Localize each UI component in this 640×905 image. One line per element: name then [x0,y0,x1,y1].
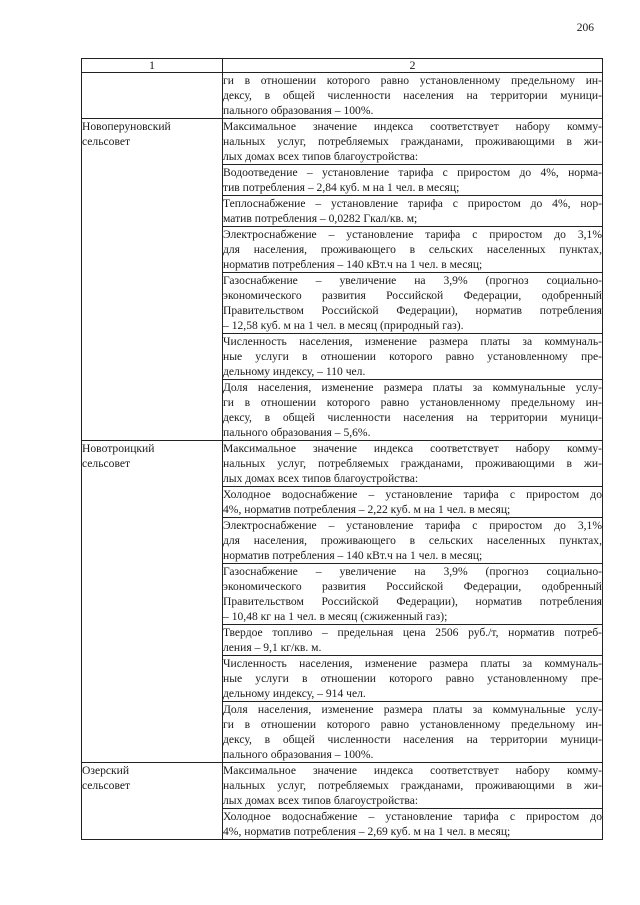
description-paragraph [223,486,602,517]
text-line: норматив потребления – 140 кВт.ч на 1 чел. в месяц; [223,258,483,271]
text-line: – 10,48 кг на 1 чел. в месяц (сжиженный газ); [223,610,448,623]
table-row [82,73,603,119]
text-line: Электроснабжение – установление тарифа с приростом до 3,1% [223,228,602,241]
text-line: Водоотведение – установление тарифа с приростом до 4%, норма- [223,166,602,179]
text-line: – 12,58 куб. м на 1 чел. в месяц (природный газ). [223,319,464,332]
text-line: Правительством Российской Федерации), норматив потребления [223,304,602,317]
text-line: нальных услуг, потребляемых гражданами, проживающими в жи- [223,779,602,792]
text-line: лых домах всех типов благоустройства: [223,150,419,163]
tariff-table [81,58,603,840]
page-number: 206 [576,22,594,34]
municipality-name-line: Новотроицкий [82,442,155,455]
description-paragraph [223,763,602,808]
municipality-name-cell [82,73,223,119]
text-line: Электроснабжение – установление тарифа с приростом до 3,1% [223,519,602,532]
text-line: 4%, норматив потребления – 2,69 куб. м на 1 чел. в месяц; [223,825,511,838]
municipality-name-line: сельсовет [82,779,131,792]
municipality-name-cell [82,119,223,441]
text-line: лых домах всех типов благоустройства: [223,472,419,485]
municipality-name-line: Озерский [82,764,130,777]
text-line: Максимальное значение индекса соответствует набору комму- [223,120,602,133]
description-paragraph [223,164,602,195]
municipality-name-line: Новоперуновский [82,120,171,133]
text-line: Газоснабжение – увеличение на 3,9% (прогноз социально- [223,274,602,287]
text-line: ги в отношении которого равно установленному предельному ин- [223,74,602,87]
text-line: дельному индексу, – 914 чел. [223,687,366,700]
description-paragraph [223,808,602,839]
description-paragraph [223,624,602,655]
description-paragraph [223,517,602,563]
text-line: ги в отношении которого равно установленному предельному ин- [223,396,602,409]
text-line: Теплоснабжение – установление тарифа с приростом до 4%, нор- [223,197,602,210]
text-line: экономического развития Российской Федерации, одобренный [223,289,602,302]
text-line: Правительством Российской Федерации), норматив потребления [223,595,602,608]
table-row [82,763,603,840]
description-paragraph [223,119,602,164]
municipality-name-cell [82,763,223,840]
text-line: дексу, в общей численности населения на территории муници- [223,733,602,746]
description-cell [223,119,603,441]
text-line: нальных услуг, потребляемых гражданами, проживающими в жи- [223,135,602,148]
municipality-name-cell [82,441,223,763]
text-line: Холодное водоснабжение – установление тарифа с приростом до [223,810,602,823]
text-line: матив потребления – 0,0282 Гкал/кв. м; [223,212,418,225]
municipality-name-line: сельсовет [82,135,131,148]
column-header-2: 2 [223,59,603,73]
description-paragraph [223,73,602,118]
description-paragraph [223,379,602,440]
description-paragraph [223,655,602,701]
column-header-1: 1 [82,59,223,73]
text-line: Численность населения, изменение размера платы за коммуналь- [223,657,602,670]
text-line: ления – 9,1 кг/кв. м. [223,641,322,654]
text-line: Численность населения, изменение размера платы за коммуналь- [223,335,602,348]
text-line: Максимальное значение индекса соответствует набору комму- [223,764,602,777]
description-cell [223,73,603,119]
text-line: дексу, в общей численности населения на территории муници- [223,411,602,424]
text-line: норматив потребления – 140 кВт.ч на 1 чел. в месяц; [223,549,483,562]
text-line: Максимальное значение индекса соответствует набору комму- [223,442,602,455]
text-line: тив потребления – 2,84 куб. м на 1 чел. в месяц; [223,181,460,194]
text-line: Холодное водоснабжение – установление тарифа с приростом до [223,488,602,501]
text-line: дельному индексу, – 110 чел. [223,365,366,378]
text-line: лых домах всех типов благоустройства: [223,794,419,807]
text-line: ные услуги в отношении которого равно установленному пре- [223,350,602,363]
description-paragraph [223,441,602,486]
text-line: для населения, проживающего в сельских населенных пунктах, [223,243,602,256]
text-line: пального образования – 100%. [223,748,374,761]
text-line: нальных услуг, потребляемых гражданами, проживающими в жи- [223,457,602,470]
description-paragraph [223,195,602,226]
table-row [82,119,603,441]
description-cell [223,763,603,840]
text-line: ные услуги в отношении которого равно установленному пре- [223,672,602,685]
text-line: дексу, в общей численности населения на территории муници- [223,89,602,102]
table-row [82,441,603,763]
description-paragraph [223,333,602,379]
text-line: ги в отношении которого равно установленному предельному ин- [223,718,602,731]
text-line: Доля населения, изменение размера платы за коммунальные услу- [223,703,602,716]
text-line: экономического развития Российской Федерации, одобренный [223,580,602,593]
text-line: пального образования – 100%. [223,104,374,117]
description-cell [223,441,603,763]
municipality-name-line: сельсовет [82,457,131,470]
table-header-row [82,59,603,73]
description-paragraph [223,701,602,762]
text-line: Доля населения, изменение размера платы за коммунальные услу- [223,381,602,394]
text-line: пального образования – 5,6%. [223,426,371,439]
description-paragraph [223,272,602,333]
text-line: для населения, проживающего в сельских населенных пунктах, [223,534,602,547]
description-paragraph [223,563,602,624]
text-line: 4%, норматив потребления – 2,22 куб. м на 1 чел. в месяц; [223,503,511,516]
description-paragraph [223,226,602,272]
text-line: Газоснабжение – увеличение на 3,9% (прогноз социально- [223,565,602,578]
text-line: Твердое топливо – предельная цена 2506 руб./т, норматив потреб- [223,626,602,639]
